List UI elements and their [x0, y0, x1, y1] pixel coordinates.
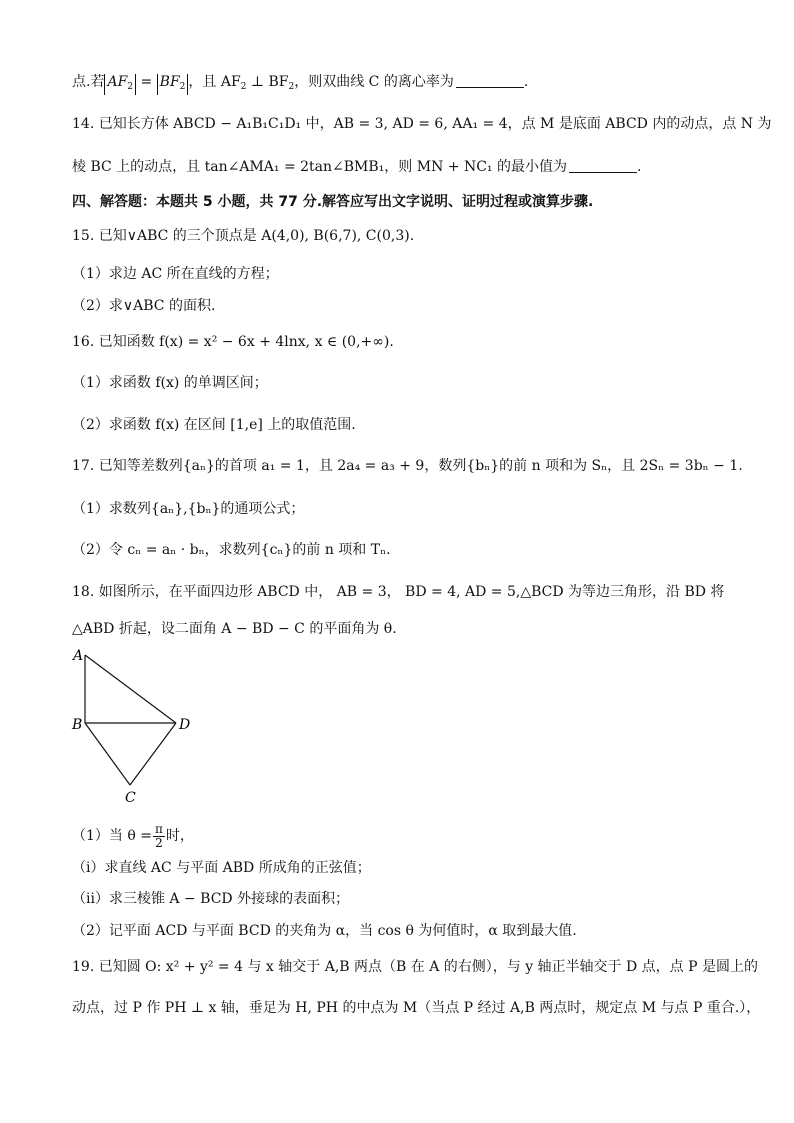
abs-af2: $AF_2$ — [104, 74, 136, 95]
q18-part1 — [72, 822, 194, 850]
answer-blank[interactable] — [569, 158, 637, 173]
period: . — [636, 159, 642, 175]
edge-bc — [85, 723, 130, 785]
q15-part1: （1）求边 AC 所在直线的方程； — [72, 266, 279, 282]
sub: 2 — [288, 82, 295, 92]
q14-line2 — [72, 157, 641, 177]
q16-stem: 16. 已知函数 f(x) = x² − 6x + 4lnx, x ∈ (0,+∞). — [72, 334, 394, 350]
abs-bf2: $BF_2$ — [157, 74, 189, 95]
q13-suffix: ，则双曲线 C 的离心率为 — [294, 74, 454, 90]
q17-part2: （2）令 cₙ = aₙ · bₙ，求数列{cₙ}的前 n 项和 Tₙ. — [72, 542, 391, 558]
q13-tail-line: 点.若 $AF_2 = BF_2$ ，且 $AF_2$ ⊥ $BF_2$，则双曲线 C 的离心率为 . — [72, 72, 528, 97]
q18-line1: 18. 如图所示，在平面四边形 ABCD 中， AB = 3， BD = 4, AD = 5,△BCD 为等边三角形，沿 BD 将 — [72, 584, 725, 600]
q15-part2: （2）求∨ABC 的面积. — [72, 298, 216, 314]
q15-stem: 15. 已知∨ABC 的三个顶点是 A(4,0), B(6,7), C(0,3). — [72, 228, 415, 244]
q13-text: 点.若 — [72, 74, 105, 90]
q18-p1-suffix: 时， — [165, 828, 194, 844]
edge-dc — [130, 723, 176, 785]
q19-line2: 动点，过 P 作 PH ⊥ x 轴，垂足为 H, PH 的中点为 M（当点 P 经过 A,B 两点时，规定点 M 与点 P 重合.）， — [72, 1000, 761, 1016]
quadrilateral-figure — [60, 640, 210, 810]
answer-blank[interactable] — [456, 73, 524, 88]
label-c: C — [125, 790, 136, 806]
q18-part1-ii: （ii）求三棱锥 A − BCD 外接球的表面积； — [72, 891, 350, 907]
perp: ⊥ BF — [246, 74, 289, 90]
q14-text: 棱 BC 上的动点，且 tan∠AMA₁ = 2tan∠BMB₁，则 MN + NC₁ 的最小值为 — [72, 159, 567, 175]
pi-over-2: $\frac{\pi}{2}$ — [154, 821, 163, 850]
equals: = — [136, 74, 157, 90]
q18-line2: △ABD 折起，设二面角 A − BD − C 的平面角为 θ. — [72, 621, 397, 637]
section-heading: 四、解答题：本题共 5 小题，共 77 分.解答应写出文字说明、证明过程或演算步骤. — [72, 194, 594, 210]
label-d: D — [179, 717, 191, 733]
sub: 2 — [240, 82, 247, 92]
q17-stem: 17. 已知等差数列{aₙ}的首项 a₁ = 1，且 2a₄ = a₃ + 9，数列{bₙ}的前 n 项和为 Sₙ，且 2Sₙ = 3bₙ − 1. — [72, 458, 743, 474]
q14-line1: 14. 已知长方体 ABCD − A₁B₁C₁D₁ 中，AB = 3, AD = 6, AA₁ = 4，点 M 是底面 ABCD 内的动点，点 N 为 — [72, 116, 772, 132]
label-b: B — [72, 717, 83, 733]
q18-part2: （2）记平面 ACD 与平面 BCD 的夹角为 α，当 cos θ 为何值时，α 取到最大值. — [72, 923, 577, 939]
q13-mid: ，且 AF — [188, 74, 241, 90]
q19-line1: 19. 已知圆 O: x² + y² = 4 与 x 轴交于 A,B 两点（B 在 A 的右侧），与 y 轴正半轴交于 D 点，点 P 是圆上的 — [72, 959, 759, 975]
q18-p1-prefix: （1）当 θ = — [72, 828, 152, 844]
edge-ad — [85, 655, 176, 723]
label-a: A — [73, 648, 84, 664]
q16-part2: （2）求函数 f(x) 在区间 [1,e] 上的取值范围. — [72, 417, 356, 433]
q16-part1: （1）求函数 f(x) 的单调区间； — [72, 375, 268, 391]
q17-part1: （1）求数列{aₙ},{bₙ}的通项公式； — [72, 501, 305, 517]
q18-part1-i: （i）求直线 AC 与平面 ABD 所成角的正弦值； — [72, 860, 371, 876]
